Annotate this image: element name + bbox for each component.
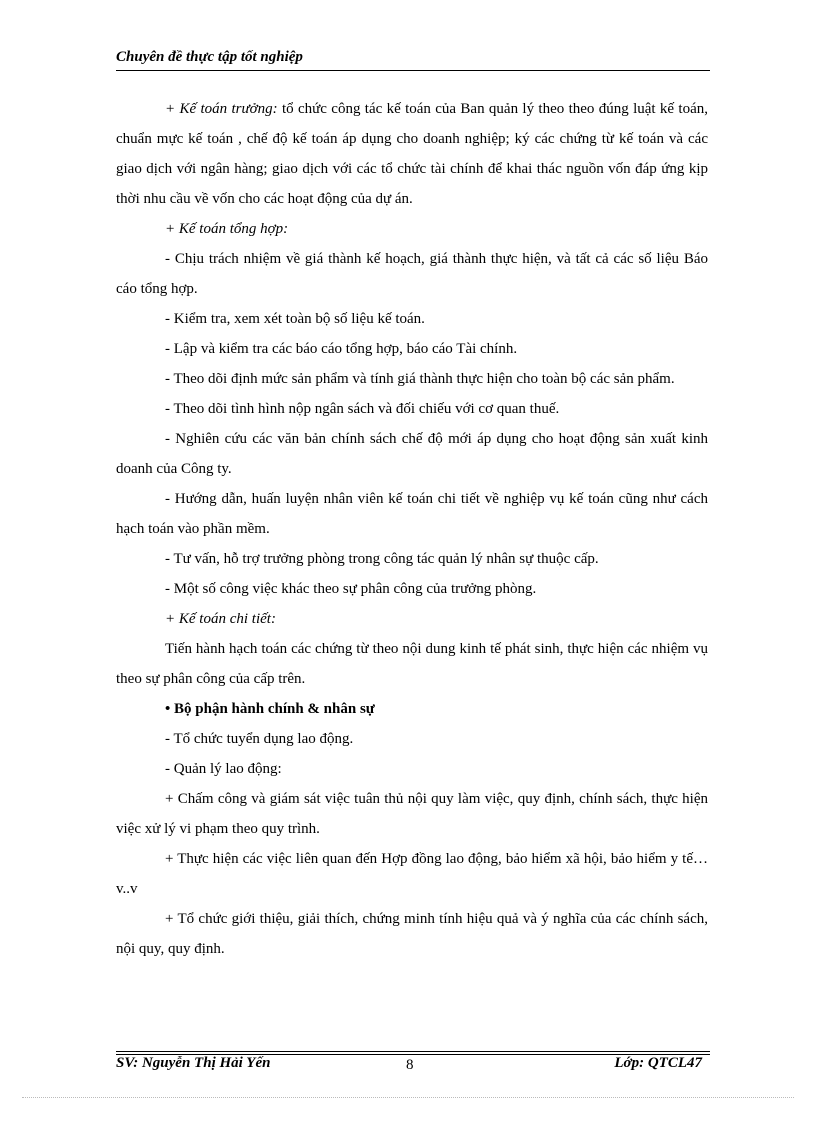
paragraph-ke-toan-chi-tiet: Tiến hành hạch toán các chứng từ theo nội dung kinh tế phát sinh, thực hiện các nhiệm vụ theo sự phân công của cấp trên. [116,641,708,687]
list-item: - Chịu trách nhiệm về giá thành kế hoạch, giá thành thực hiện, và tất cả các số liệu Báo cáo tổng hợp. [116,251,708,297]
footer-divider [116,1051,710,1052]
list-item: - Tư vấn, hỗ trợ trưởng phòng trong công tác quản lý nhân sự thuộc cấp. [165,551,599,567]
footer-student: SV: Nguyễn Thị Hải Yến [116,1055,271,1071]
list-item: - Quản lý lao động: [165,761,282,777]
list-item: - Nghiên cứu các văn bản chính sách chế độ mới áp dụng cho hoạt động sản xuất kinh doanh của Công ty. [116,431,708,477]
list-item: - Một số công việc khác theo sự phân công của trưởng phòng. [165,581,537,597]
header-title: Chuyên đề thực tập tốt nghiệp [116,49,303,65]
page-boundary [22,1097,794,1098]
page-number: 8 [406,1057,414,1073]
label-ke-toan-tong-hop: + Kế toán tổng hợp: [165,221,289,237]
text-ke-toan-truong: tổ chức công tác kế toán của Ban quản lý theo theo đúng luật kế toán, chuẩn mực kế toán , chế độ kế toán áp dụng cho doanh nghiệp; ký các chứng từ kế toán và các giao dịch với ngân hàng; giao dịch với các tổ chức tài chính để khai thác nguồn vốn đáp ứng kịp thời nhu cầu về vốn cho các hoạt động của dự án. [116,101,708,207]
list-item: - Kiểm tra, xem xét toàn bộ số liệu kế toán. [165,311,425,327]
list-item: + Thực hiện các việc liên quan đến Hợp đồng lao động, bảo hiểm xã hội, bảo hiểm y tế…v..v [116,851,708,897]
bullet-icon: • [165,701,171,717]
page-header [116,49,710,66]
document-body [116,94,708,964]
list-item: - Tổ chức tuyển dụng lao động. [165,731,354,747]
section-title: Bộ phận hành chính & nhân sự [170,701,375,717]
label-ke-toan-truong: + Kế toán trưởng: [165,101,278,117]
list-item: + Tổ chức giới thiệu, giải thích, chứng minh tính hiệu quả và ý nghĩa của các chính sách, nội quy, quy định. [116,911,708,957]
section-heading [116,694,708,724]
header-divider [116,70,710,71]
list-item: - Theo dõi định mức sản phẩm và tính giá thành thực hiện cho toàn bộ các sản phẩm. [165,371,675,387]
page-footer [116,1055,710,1075]
footer-class: Lớp: QTCL47 [614,1055,702,1071]
paragraph-ke-toan-truong [116,94,708,214]
list-item: - Theo dõi tình hình nộp ngân sách và đối chiếu với cơ quan thuế. [165,401,560,417]
list-item: + Chấm công và giám sát việc tuân thủ nội quy làm việc, quy định, chính sách, thực hiện việc xử lý vi phạm theo quy trình. [116,791,708,837]
list-item: - Lập và kiểm tra các báo cáo tổng hợp, báo cáo Tài chính. [165,341,518,357]
list-item: - Hướng dẫn, huấn luyện nhân viên kế toán chi tiết về nghiệp vụ kế toán cũng như cách hạch toán vào phần mềm. [116,491,708,537]
label-ke-toan-chi-tiet: + Kế toán chi tiết: [165,611,276,627]
